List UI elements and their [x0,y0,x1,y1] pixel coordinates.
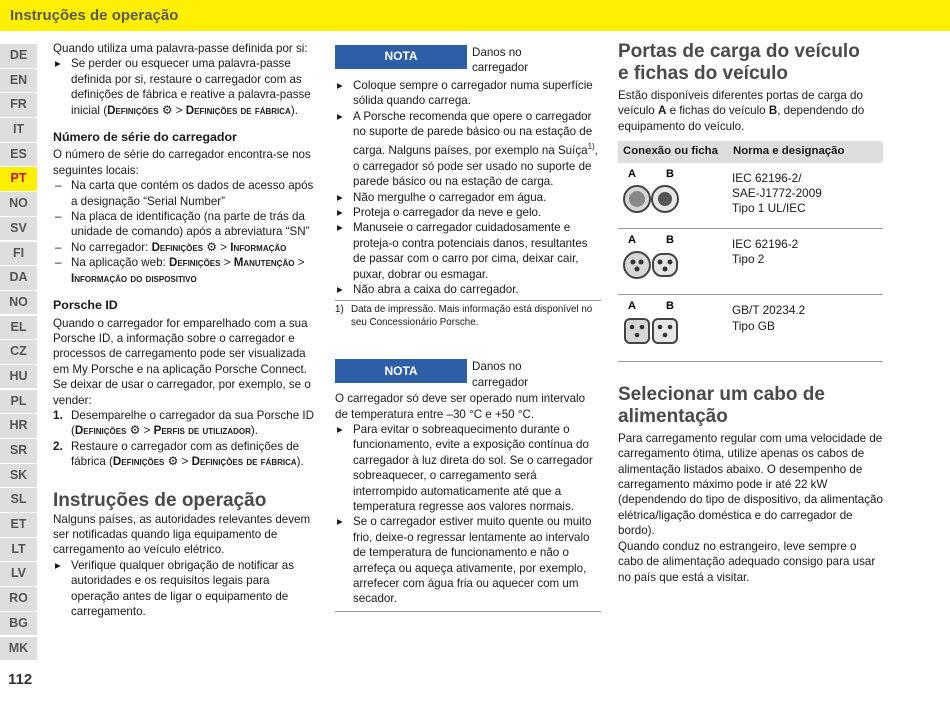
gear-icon: ⚙ [206,239,218,254]
language-tab-sr[interactable]: SR [0,439,37,463]
language-tab-mk[interactable]: MK [0,637,37,661]
cable-text-1: Para carregamento regular com uma velocidade de carregamento ótima, utilize apenas os cabos de alimentação listados abaixo. O desempenho de carregamento máximo pode ir até 22 kW (dependendo do tipo de dispositivo, da alimentação elétrica/ligação doméstica e do carregador de bordo). [618,431,883,538]
language-tab-bg[interactable]: BG [0,612,37,636]
list-item: ▸ Coloque sempre o carregador numa superfície sólida quando carrega. [335,78,601,109]
language-tab-lv[interactable]: LV [0,562,37,586]
language-tab-hr[interactable]: HR [0,414,37,438]
nota-title: Danos no carregador [472,46,529,75]
language-tab-da[interactable]: DA [0,266,37,290]
cable-text-2: Quando conduz no estrangeiro, leve sempre o cabo de alimentação adequado consigo para usar no país que está a visitar. [618,539,876,584]
step-item: 2. Restaure o carregador com as definições de fábrica (Definições ⚙ > Definições de fábrica). [53,439,304,469]
language-tab-hu[interactable]: HU [0,365,37,389]
table-header: Conexão ou ficha [618,141,728,162]
table-header: Norma e designação [728,141,883,162]
language-tab-it[interactable]: IT [0,118,37,142]
list-item: ▸ Manuseie o carregador cuidadosamente e proteja-o contra potenciais danos, resultantes de passar com o carro por cima, deixar cair, puxar, dobrar ou esmagar. [335,220,601,282]
connector-image [622,231,680,291]
standard-designation: GB/T 20234.2 Tipo GB [728,295,883,361]
language-tab-no[interactable]: NO [0,192,37,216]
ports-text: Estão disponíveis diferentes portas de carga do veículo A e fichas do veículo B, dependendo do equipamento do veículo. [618,89,865,133]
gear-icon: ⚙ [129,423,141,438]
port-a-label: A [628,300,636,313]
language-tab-el[interactable]: EL [0,316,37,340]
language-tab-pl[interactable]: PL [0,390,37,414]
operation-heading: Instruções de operação [53,489,267,511]
operation-bullet: ▸ Verifique qualquer obrigação de notificar as autoridades e os requisitos legais para operação antes de ligar o equipamento de carregamento. [53,558,318,620]
standard-designation: IEC 62196-2 Tipo 2 [728,229,883,295]
list-item: ▸ Proteja o carregador da neve e gelo. [335,205,601,220]
plug-b-label: B [666,167,674,180]
list-item: – Na placa de identificação (na parte de trás da unidade de comando) após a abreviatura “SN” [53,209,318,240]
language-tab-fi[interactable]: FI [0,242,37,266]
serial-heading: Número de série do carregador [53,130,237,145]
operation-text: Nalguns países, as autoridades relevantes devem ser notificadas quando liga equipamento de carregamento ao veículo elétrico. [53,512,311,557]
list-item: – Na aplicação web: Definições > Manutenção > Informação do dispositivo [53,255,318,286]
gear-icon: ⚙ [161,102,173,117]
column-1 [53,41,318,619]
porsche-id-heading: Porsche ID [53,298,118,313]
nota-title: Danos no carregador [472,360,529,389]
language-tab-sv[interactable]: SV [0,217,37,241]
list-item: ▸ Não mergulhe o carregador em água. [335,190,601,205]
header-title: Instruções de operação [10,7,179,24]
password-intro: Quando utiliza uma palavra-passe definida por si: [53,42,308,55]
standard-designation: IEC 62196-2/ SAE-J1772-2009 Tipo 1 UL/IEC [728,163,883,229]
page-header [0,0,950,31]
list-item: ▸ Não abra a caixa do carregador. [335,282,601,297]
footnote: 1) Data de impressão. Mais informação está disponível no seu Concessionário Porsche. [335,304,593,328]
language-tab-ro[interactable]: RO [0,587,37,611]
list-item: – Na carta que contém os dados de acesso após a designação “Serial Number” [53,178,318,209]
step-item: 1. Desemparelhe o carregador da sua Porsche ID (Definições ⚙ > Perfis de utilizador). [53,408,314,438]
porsche-id-text: Quando o carregador for emparelhado com a sua Porsche ID, a informação sobre o carregador e processos de carregamento pode ser visualizada em My Porsche e na aplicação Porsche Connect. Se deixar de usar o carregador, por exemplo, se o vender: [53,316,311,407]
language-tab-de[interactable]: DE [0,44,37,68]
language-tab-no[interactable]: NO [0,291,37,315]
nota-box [335,45,601,76]
list-item: – No carregador: Definições ⚙ > Informação [53,240,318,255]
language-tab-lt[interactable]: LT [0,538,37,562]
language-tab-es[interactable]: ES [0,143,37,167]
password-bullet: ▸ Se perder ou esquecer uma palavra-passe definida por si, restaure o carregador com as definições de fábrica e reative a palavra-passe inicial (Definições ⚙ > Definições de fábrica). [53,56,318,118]
table-row [618,229,883,295]
list-item: ▸ A Porsche recomenda que opere o carregador no suporte de parede básico ou na estação de carga. Nalguns países, por exemplo na Suíça$^{1)}$, o carregador só pode ser usado no suporte de parede básico ou na estação de carga. [335,109,601,190]
column-3 [618,41,883,585]
page-number: 112 [8,671,33,688]
list-item: ▸ Se o carregador estiver muito quente ou muito frio, deixe-o regressar lentamente ao intervalo de temperatura de funcionamento e não o arrefeça ou aqueça ativamente, por exemplo, arrefecer com água fria ou aquecer com um secador. [335,514,601,606]
connector-table [618,141,883,362]
cable-heading: Selecionar um cabo de alimentação [618,383,825,427]
language-tab-sk[interactable]: SK [0,464,37,488]
column-2 [335,45,601,612]
language-tab-fr[interactable]: FR [0,93,37,117]
plug-b-label: B [666,300,674,313]
nota-label: NOTA [335,359,467,383]
plug-b-label: B [666,234,674,247]
ports-heading: Portas de carga do veículo e fichas do veículo [618,41,860,84]
table-row [618,163,883,229]
nota-box [335,359,601,390]
gear-icon: ⚙ [167,454,179,469]
language-tab-pt[interactable]: PT [0,167,37,191]
language-tabs [0,44,37,661]
connector-image [622,297,680,357]
connector-image [622,165,680,225]
nota-intro: O carregador só deve ser operado num intervalo de temperatura entre –30 °C e +50 °C. [335,392,586,421]
port-a-label: A [628,234,636,247]
nota-label: NOTA [335,45,467,69]
language-tab-en[interactable]: EN [0,69,37,93]
port-a-label: A [628,167,636,180]
language-tab-sl[interactable]: SL [0,488,37,512]
list-item: ▸ Para evitar o sobreaquecimento durante o funcionamento, evite a exposição contínua do carregador à luz direta do sol. Se o carregador sobreaquecer, o carregamento será interrompido automaticamente até que a temperatura regresse aos valores normais. [335,422,601,514]
language-tab-cz[interactable]: CZ [0,340,37,364]
table-row [618,295,883,361]
language-tab-et[interactable]: ET [0,513,37,537]
serial-text: O número de série do carregador encontra-se nos seguintes locais: [53,148,311,177]
